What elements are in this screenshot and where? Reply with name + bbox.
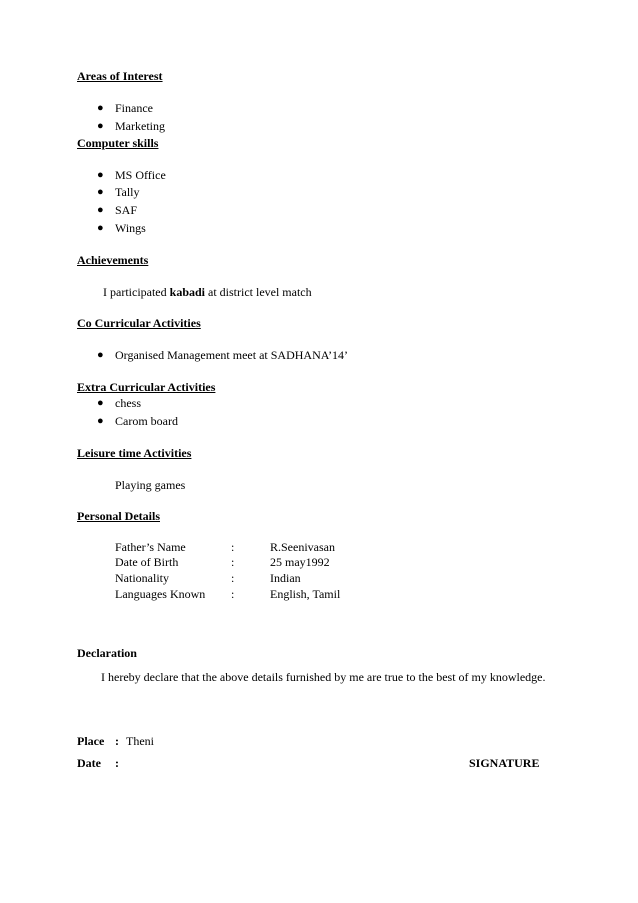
list-item: Wings — [115, 221, 146, 235]
detail-separator: : — [231, 540, 235, 554]
achievement-bold: kabadi — [169, 285, 205, 299]
declaration-text: I hereby declare that the above details furnished by me are true to the best of my knowledge. — [101, 670, 546, 684]
list-item: MS Office — [115, 168, 166, 182]
list-item: Tally — [115, 185, 140, 199]
place-separator: : — [115, 734, 119, 748]
bullet-icon: ● — [97, 204, 104, 216]
bullet-icon: ● — [97, 120, 104, 132]
detail-label: Languages Known — [115, 587, 206, 601]
bullet-icon: ● — [97, 349, 104, 361]
detail-separator: : — [231, 571, 235, 585]
detail-value: 25 may1992 — [270, 555, 330, 569]
detail-label: Nationality — [115, 571, 169, 585]
detail-separator: : — [231, 555, 235, 569]
bullet-icon: ● — [97, 415, 104, 427]
heading-extra-curricular: Extra Curricular Activities — [77, 380, 216, 394]
heading-leisure: Leisure time Activities — [77, 446, 192, 460]
date-label: Date — [77, 756, 101, 770]
detail-value: R.Seenivasan — [270, 540, 335, 554]
place-value: Theni — [126, 734, 154, 748]
detail-value: Indian — [270, 571, 301, 585]
achievement-text-part: at district level match — [205, 285, 312, 299]
bullet-icon: ● — [97, 222, 104, 234]
detail-label: Date of Birth — [115, 555, 179, 569]
detail-label: Father’s Name — [115, 540, 186, 554]
bullet-icon: ● — [97, 397, 104, 409]
detail-separator: : — [231, 587, 235, 601]
list-item: Finance — [115, 101, 153, 115]
heading-achievements: Achievements — [77, 253, 149, 267]
achievement-text — [103, 285, 312, 299]
date-separator: : — [115, 756, 119, 770]
heading-declaration: Declaration — [77, 646, 137, 660]
heading-co-curricular: Co Curricular Activities — [77, 316, 201, 330]
list-item: Organised Management meet at SADHANA’14’ — [115, 348, 349, 362]
heading-areas-of-interest: Areas of Interest — [77, 69, 163, 83]
list-item: chess — [115, 396, 141, 410]
heading-personal-details: Personal Details — [77, 509, 160, 523]
signature-label: SIGNATURE — [469, 756, 540, 770]
detail-value: English, Tamil — [270, 587, 341, 601]
list-item: Marketing — [115, 119, 165, 133]
leisure-text: Playing games — [115, 478, 186, 492]
achievement-text-part: I participated — [103, 285, 170, 299]
list-item: Carom board — [115, 414, 178, 428]
heading-computer-skills: Computer skills — [77, 136, 159, 150]
list-item: SAF — [115, 203, 138, 217]
place-label: Place — [77, 734, 105, 748]
bullet-icon: ● — [97, 186, 104, 198]
bullet-icon: ● — [97, 102, 104, 114]
bullet-icon: ● — [97, 169, 104, 181]
